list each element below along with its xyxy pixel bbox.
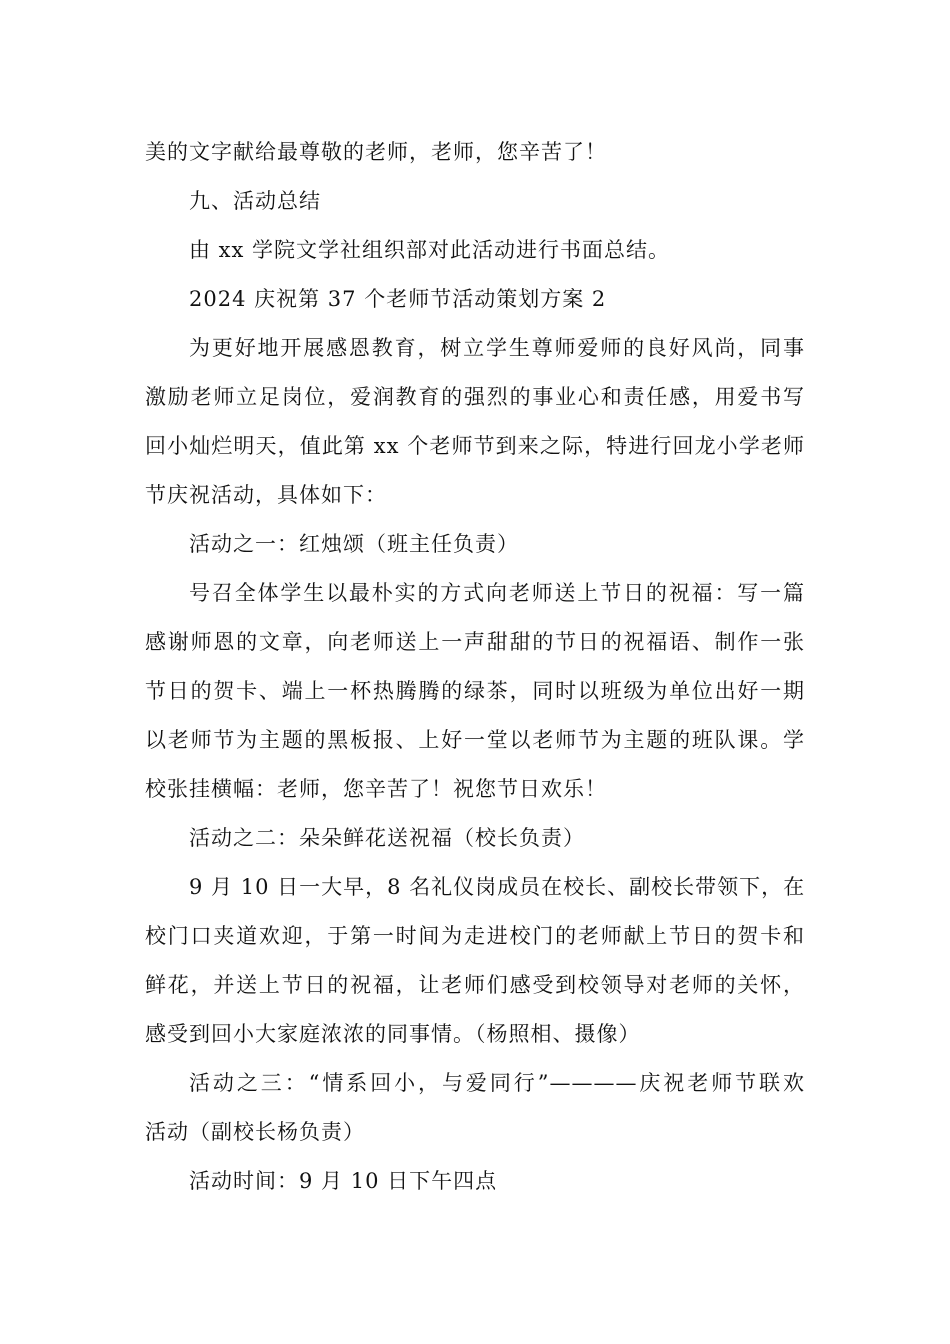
paragraph-line: 9 月 10 日一大早，8 名礼仪岗成员在校长、副校长带领下，在 <box>189 875 805 899</box>
paragraph-line: 回小灿烂明天，值此第 xx 个老师节到来之际，特进行回龙小学老师 <box>145 434 805 458</box>
paragraph-line: 节庆祝活动，具体如下： <box>145 483 387 507</box>
paragraph-line: 鲜花，并送上节日的祝福，让老师们感受到校领导对老师的关怀， <box>145 973 805 997</box>
paragraph-line: 校门口夹道欢迎，于第一时间为走进校门的老师献上节日的贺卡和 <box>145 924 805 948</box>
activity-heading: 活动之一：红烛颂（班主任负责） <box>189 532 519 556</box>
paragraph-line: 感受到回小大家庭浓浓的同事情。（杨照相、摄像） <box>145 1022 641 1046</box>
paragraph-line: 感谢师恩的文章，向老师送上一声甜甜的节日的祝福语、制作一张 <box>145 630 805 654</box>
paragraph-line: 由 xx 学院文学社组织部对此活动进行书面总结。 <box>189 238 671 262</box>
paragraph-line: 活动（副校长杨负责） <box>145 1120 365 1144</box>
section-heading: 九、活动总结 <box>189 189 321 213</box>
activity-heading: 活动之三：“情系回小，与爱同行”————庆祝老师节联欢 <box>189 1071 805 1095</box>
document-title: 2024 庆祝第 37 个老师节活动策划方案 2 <box>189 287 607 311</box>
paragraph-line: 节日的贺卡、端上一杯热腾腾的绿茶，同时以班级为单位出好一期 <box>145 679 805 703</box>
paragraph-line: 以老师节为主题的黑板报、上好一堂以老师节为主题的班队课。学 <box>145 728 805 752</box>
paragraph-line: 校张挂横幅：老师，您辛苦了！祝您节日欢乐！ <box>145 777 607 801</box>
paragraph-line: 号召全体学生以最朴实的方式向老师送上节日的祝福：写一篇 <box>189 581 805 605</box>
document-body <box>145 128 805 1206</box>
paragraph-line: 激励老师立足岗位，爱润教育的强烈的事业心和责任感，用爱书写 <box>145 385 805 409</box>
activity-heading: 活动之二：朵朵鲜花送祝福（校长负责） <box>189 826 585 850</box>
paragraph-line: 为更好地开展感恩教育，树立学生尊师爱师的良好风尚，同事 <box>189 336 805 360</box>
paragraph-line: 美的文字献给最尊敬的老师，老师，您辛苦了！ <box>145 140 607 164</box>
paragraph-line: 活动时间：9 月 10 日下午四点 <box>189 1169 498 1193</box>
